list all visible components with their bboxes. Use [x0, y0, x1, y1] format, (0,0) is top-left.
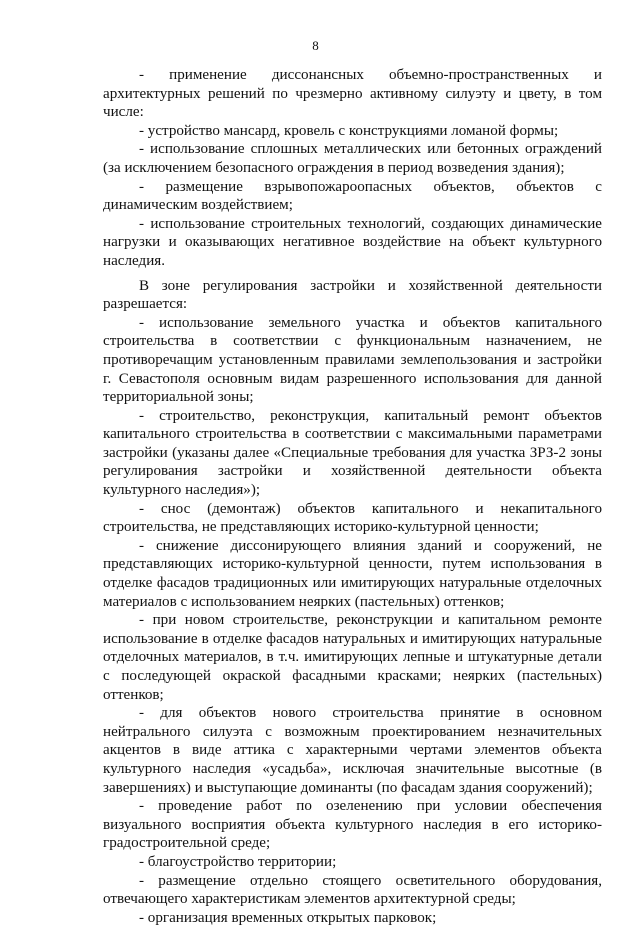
paragraph: - использование сплошных металлических или бетонных ограждений (за исключением безопасного ограждения в период возведения здания); — [103, 141, 602, 176]
paragraph: - организация временных открытых парковок; — [139, 909, 437, 926]
paragraph: - для объектов нового строительства принятие в основном нейтрального силуэта с возможным проектированием незначительных акцентов в виде аттика с характерными чертами элементов объекта культурного наследия «усадьба», исключая значительные высотные (в завершениях) и выступающие доминанты (по фасадам здания сооружений); — [103, 705, 602, 796]
paragraph: - размещение отдельно стоящего осветительного оборудования, отвечающего характеристикам элементов архитектурной среды; — [103, 872, 602, 908]
paragraph: - размещение взрывопожароопасных объектов, объектов с динамическим воздействием; — [103, 178, 602, 214]
page-number: 8 — [312, 38, 319, 53]
paragraph: В зоне регулирования застройки и хозяйственной деятельности разрешается: — [103, 277, 602, 313]
paragraph: - проведение работ по озеленению при условии обеспечения визуального восприятия объекта культурного наследия в его историко-градостроительной среде; — [103, 798, 602, 852]
paragraph: - при новом строительстве, реконструкции и капитальном ремонте использование в отделке фасадов натуральных и имитирующих натуральные отделочных материалов, в т.ч. имитирующих лепные и штукатурные детали с последующей окраской фасадными красками; неярких (пастельных) оттенков; — [103, 612, 602, 703]
paragraph: - использование земельного участка и объектов капитального строительства в соответствии с функциональным назначением, не противоречащим установленным правилами землепользования и застройки г. Севастополя основным видам разрешенного использования для данной территориальной зоны; — [103, 314, 602, 406]
paragraph: - строительство, реконструкция, капитальный ремонт объектов капитального строительства в соответствии с максимальными параметрами застройки (указаны далее «Специальные требования для участка ЗРЗ-2 зоны регулирования застройки и хозяйственной деятельности объекта культурного наследия»); — [103, 407, 602, 499]
paragraph: - устройство мансард, кровель с конструкциями ломаной формы; — [139, 122, 559, 139]
document-body — [103, 66, 602, 927]
paragraph: - благоустройство территории; — [139, 853, 337, 870]
paragraph: - применение диссонансных объемно-пространственных и архитектурных решений по чрезмерно активному силуэту и цвету, в том числе: — [103, 67, 602, 121]
paragraph: - снос (демонтаж) объектов капитального и некапитального строительства, не представляющих историко-культурной ценности; — [103, 500, 602, 536]
paragraph: - снижение диссонирующего влияния зданий и сооружений, не представляющих историко-культурной ценности, путем использования в отделке фасадов традиционных или имитирующих натуральные отделочных материалов с использованием неярких (пастельных) оттенков; — [103, 537, 602, 610]
paragraph: - использование строительных технологий, создающих динамические нагрузки и оказывающих негативное воздействие на объект культурного наследия. — [103, 215, 602, 269]
